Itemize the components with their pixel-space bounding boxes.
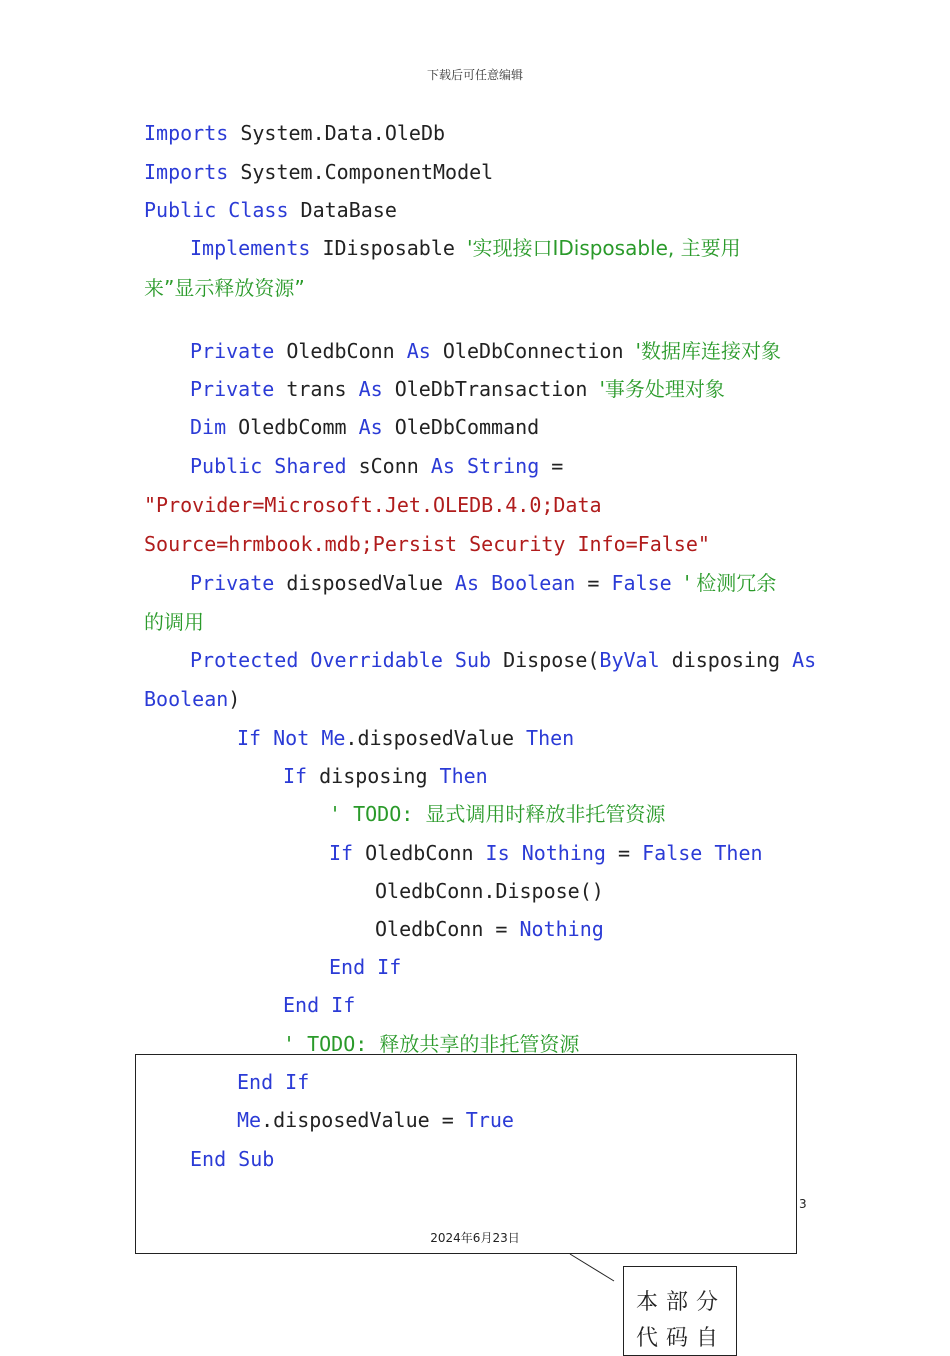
footer-box [135,1054,797,1254]
code-text: OleDbConnection [430,339,636,363]
code-line-21 [375,917,604,941]
code-text: disposing [659,648,793,672]
code-text: .disposedValue [345,726,527,750]
code-comment: ' 检测冗余 [671,571,777,595]
code-text: IDisposable [310,236,467,260]
code-comment: ' TODO: [329,802,426,826]
keyword: Sub [238,1147,275,1171]
keyword: Public [144,198,217,222]
code-line-12 [190,571,776,595]
code-line-18 [329,802,665,826]
code-text: = [575,571,612,595]
code-text: disposedValue [274,571,455,595]
code-line-4 [190,236,741,260]
keyword: If [237,726,262,750]
code-text: ) [228,687,241,711]
code-line-10 [144,493,602,517]
keyword: If [283,764,308,788]
code-comment: 的调用 [144,610,204,634]
code-comment: '事务处理对象 [599,377,725,401]
keyword: If [377,955,402,979]
keyword: ByVal [599,648,660,672]
code-text: sConn [346,454,431,478]
keyword: Dim [190,415,227,439]
keyword: True [465,1108,514,1132]
keyword: Then [439,764,488,788]
keyword: Me [321,726,346,750]
code-text: OledbConn.Dispose() [375,879,604,903]
code-line-15 [144,687,240,711]
keyword: Shared [274,454,347,478]
callout-connector [568,1252,628,1284]
keyword: Implements [190,236,311,260]
page-header: 下载后可任意编辑 [426,68,523,82]
keyword: End [237,1070,274,1094]
keyword: As [430,454,455,478]
keyword: False [642,841,703,865]
code-line-11 [144,532,710,556]
keyword: Public [190,454,263,478]
keyword: Imports [144,121,229,145]
keyword: End [190,1147,227,1171]
keyword: Class [228,198,289,222]
keyword: String [466,454,540,478]
code-comment: 来”显示释放资源” [144,276,305,300]
keyword: Imports [144,160,229,184]
code-text: OledbConn [274,339,407,363]
code-text: disposing [307,764,440,788]
keyword: Is [485,841,510,865]
code-line-14 [190,648,816,672]
code-comment: 显式调用时释放非托管资源 [425,802,666,826]
code-text: = [539,454,564,478]
page-number: 3 [799,1197,807,1211]
code-string: Source=hrmbook.mdb;Persist Security Info=False" [144,532,710,556]
keyword: If [329,841,354,865]
keyword: Then [714,841,763,865]
keyword: Boolean [491,571,576,595]
code-line-3 [144,198,397,222]
code-text: OledbConn [353,841,486,865]
code-line-9 [190,454,563,478]
keyword: As [358,415,383,439]
code-line-2 [144,160,493,184]
keyword: Protected [190,648,299,672]
code-text: System.ComponentModel [228,160,494,184]
code-line-1 [144,121,445,145]
keyword: End [329,955,366,979]
keyword: Me [237,1108,262,1132]
code-comment: 释放共享的非托管资源 [379,1032,580,1056]
code-text: = [605,841,643,865]
keyword: False [611,571,672,595]
keyword: As [454,571,480,595]
code-text: trans [274,377,359,401]
keyword: Nothing [521,841,606,865]
code-line-23 [283,993,355,1017]
code-line-16 [237,726,574,750]
code-comment: '数据库连接对象 [635,339,782,363]
code-line-20 [375,879,604,903]
code-text: OleDbCommand [382,415,540,439]
code-line-17 [283,764,488,788]
keyword: As [792,648,817,672]
code-text: DataBase [288,198,397,222]
keyword: If [285,1070,310,1094]
code-text: OleDbTransaction [382,377,600,401]
code-comment: ' TODO: [283,1032,380,1056]
code-line-8 [190,415,539,439]
keyword: Private [190,339,275,363]
code-line-19 [329,841,763,865]
keyword: Boolean [144,687,229,711]
code-text: OledbComm [226,415,359,439]
code-text: OledbConn = [375,917,520,941]
code-string: "Provider=Microsoft.Jet.OLEDB.4.0;Data [144,493,602,517]
code-line-13 [144,610,204,634]
code-line-6 [190,339,781,363]
keyword: End [283,993,320,1017]
keyword: As [406,339,431,363]
callout-box: 本部分代码自 [623,1266,737,1356]
keyword: Nothing [519,917,604,941]
keyword: Not [273,726,310,750]
code-comment: '实现接口IDisposable, 主要用 [466,236,741,260]
keyword: Private [190,377,275,401]
code-line-24 [283,1032,579,1056]
footer-date: 2024年6月23日 [430,1231,520,1245]
keyword: Private [190,571,275,595]
code-line-7 [190,377,725,401]
code-line-5 [144,276,305,300]
code-line-22 [329,955,401,979]
keyword: Overridable [310,648,443,672]
keyword: Sub [454,648,492,672]
code-text: Dispose( [491,648,600,672]
code-text: System.Data.OleDb [228,121,446,145]
code-text: .disposedValue = [261,1108,466,1132]
keyword: As [358,377,383,401]
keyword: If [331,993,356,1017]
keyword: Then [526,726,575,750]
